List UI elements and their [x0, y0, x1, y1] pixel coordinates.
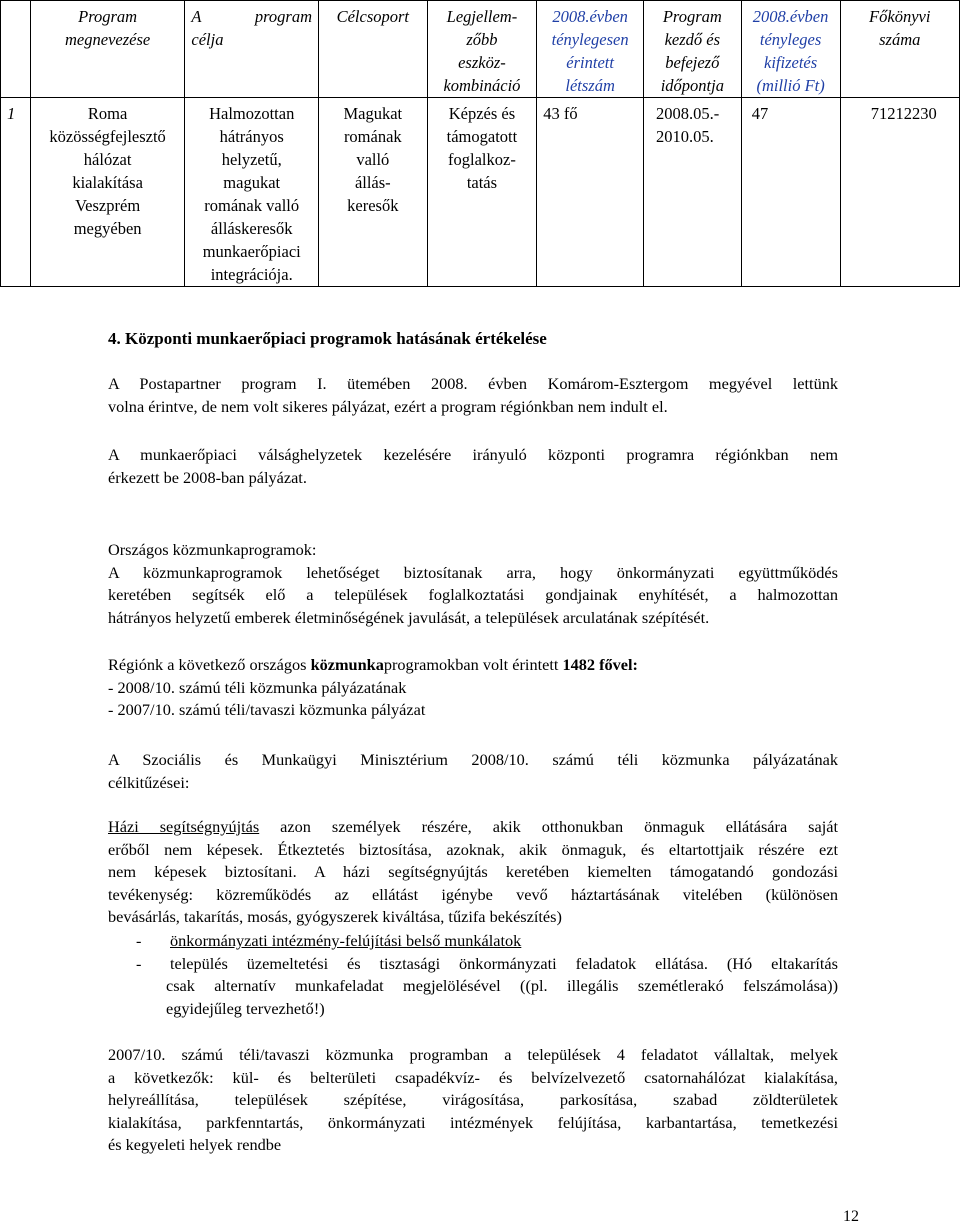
- row-target-group: [319, 98, 428, 287]
- cell-line: romának: [343, 127, 402, 146]
- header-text: időpontja: [660, 76, 724, 95]
- text-line: [108, 654, 838, 677]
- header-target-group: [319, 1, 428, 98]
- row-dates: [643, 98, 741, 287]
- paragraph-postapartner: [108, 373, 838, 418]
- header-text: Program: [78, 7, 138, 26]
- text-line: csak alternatív munkafeladat megjelölésével ((pl. illegális szemétlerakó felszámolása)): [166, 976, 838, 995]
- text-line: a következők: kül- és belterületi csapadékvíz- és belvízelvezető csatornahálózat kialakítása,: [108, 1067, 838, 1087]
- text-line: A Szociális és Munkaügyi Minisztérium 2008/10. számú téli közmunka pályázatának: [108, 750, 838, 769]
- header-ledger: [840, 1, 960, 98]
- text-line: erőből nem képesek. Étkeztetés biztosítása, azoknak, akik önmaguk, és eltartottjaik részére ezt: [108, 839, 838, 859]
- text-line: helyreállítása, települések szépítése, virágosítása, parkosítása, szabad zöldterületek: [108, 1090, 838, 1109]
- header-text: érintett: [566, 53, 614, 72]
- header-program-name: [30, 1, 185, 98]
- header-text: Program: [662, 7, 722, 26]
- text-line: érkezett be 2008-ban pályázat.: [108, 467, 307, 487]
- header-text: (millió Ft): [756, 76, 825, 95]
- header-text: 2008.évben: [552, 7, 628, 26]
- cell-line: Roma: [87, 104, 128, 123]
- header-text: 2008.évben: [752, 7, 829, 26]
- text-line: hátrányos helyzetű emberek életminőségének javulását, a települések arculatának szépítését.: [108, 607, 710, 627]
- text-run: Régiónk a következő országos: [108, 655, 311, 674]
- cell-line: valló: [356, 150, 390, 169]
- header-text: megnevezése: [65, 30, 151, 49]
- cell-line: megyében: [73, 219, 142, 238]
- cell-line: 47: [751, 104, 769, 123]
- cell-line: integrációja.: [210, 265, 293, 284]
- table-row: [1, 98, 960, 287]
- header-program-goal: [185, 1, 319, 98]
- cell-line: tatás: [466, 173, 498, 192]
- text-run: programokban volt érintett: [383, 655, 563, 674]
- cell-line: magukat: [223, 173, 281, 192]
- header-headcount: [537, 1, 644, 98]
- text-line: keretében segítsék elő a települések foglalkoztatási gondjainak enyhítését, a halmozottan: [108, 585, 838, 604]
- cell-line: hálózat: [83, 150, 132, 169]
- text-line: egyidejűleg tervezhető!): [166, 998, 325, 1018]
- paragraph-region: [108, 654, 838, 722]
- cell-line: foglalkoz-: [448, 150, 516, 169]
- header-text: kombináció: [443, 76, 521, 95]
- row-number: [1, 98, 31, 287]
- header-text: kezdő és: [664, 30, 721, 49]
- section-heading: [108, 328, 838, 351]
- text-line: A Postapartner program I. ütemében 2008. évben Komárom-Esztergom megyével lettünk: [108, 374, 838, 393]
- cell-line: 2010.05.: [655, 127, 714, 146]
- table-header-row: [1, 1, 960, 98]
- cell-line: helyzetű,: [221, 150, 282, 169]
- header-number-cell: [1, 1, 31, 98]
- text-line: A munkaerőpiaci válsághelyzetek kezelésére irányuló központi programra régiónkban nem: [108, 445, 838, 464]
- header-text: célja: [191, 30, 224, 49]
- row-program-name: [30, 98, 185, 287]
- header-key-tools: [427, 1, 537, 98]
- cell-line: kialakítása: [72, 173, 143, 192]
- text-line: és kegyeleti helyek rendbe: [108, 1135, 282, 1154]
- cell-line: Képzés és: [448, 104, 516, 123]
- header-text: Főkönyvi: [869, 7, 931, 26]
- row-payment: [741, 98, 840, 287]
- cell-line: Veszprém: [75, 196, 141, 215]
- cell-line: keresők: [347, 196, 399, 215]
- list-item: - 2007/10. számú téli/tavaszi közmunka pályázat: [108, 700, 426, 719]
- cell-line: 2008.05.-: [655, 104, 720, 123]
- cell-line: munkaerőpiaci: [202, 242, 301, 261]
- text-line: nem képesek biztosítani. A házi segítségnyújtás keretében kiemelten támogatandó gondozási: [108, 862, 838, 881]
- text-line: [108, 816, 838, 839]
- text-line: A közmunkaprogramok lehetőséget biztosítanak arra, hogy önkormányzati együttműködés: [108, 562, 838, 582]
- bold-text: 1482 fővel:: [562, 655, 638, 674]
- cell-line: álláskeresők: [210, 219, 293, 238]
- cell-line: 43 fő: [543, 104, 578, 123]
- cell-line: közösségfejlesztő: [49, 127, 166, 146]
- cell-line: romának valló: [204, 196, 300, 215]
- text-line: bevásárlás, takarítás, mosás, gyógyszerek kiváltása, tűzifa bekészítés): [108, 907, 562, 926]
- header-text: létszám: [565, 76, 615, 95]
- header-text: zőbb: [466, 30, 498, 49]
- cell-line: Magukat: [343, 104, 403, 123]
- program-table: [0, 0, 960, 287]
- text-line: tevékenység: közreműködés az ellátást igénybe vevő háztartásának vitelében (különösen: [108, 884, 838, 904]
- bold-text: közmunka: [310, 655, 384, 674]
- paragraph-2007-program: [108, 1044, 838, 1157]
- text-line: volna érintve, de nem volt sikeres pályázat, ezért a program régiónkban nem indult el.: [108, 396, 668, 416]
- text-line: célkitűzései:: [108, 772, 190, 792]
- cell-line: 71212230: [870, 104, 937, 123]
- row-program-goal: [185, 98, 319, 287]
- dash-marker: -: [136, 953, 142, 973]
- header-text: tényleges: [759, 30, 822, 49]
- header-payment: [741, 1, 840, 98]
- page-number: 12: [843, 1208, 859, 1225]
- cell-line: támogatott: [446, 127, 518, 146]
- list-item: - 2008/10. számú téli közmunka pályázatának: [108, 677, 407, 697]
- subheading: Országos közmunkaprogramok:: [108, 540, 317, 559]
- header-text: ténylegesen: [551, 30, 629, 49]
- header-text: Célcsoport: [336, 7, 410, 26]
- row-ledger: [840, 98, 960, 287]
- cell-line: hátrányos: [219, 127, 284, 146]
- header-text: eszköz-: [458, 53, 506, 72]
- underlined-text: Házi segítségnyújtás: [108, 817, 260, 836]
- header-text: Legjellem-: [446, 7, 518, 26]
- row-headcount: [537, 98, 644, 287]
- paragraph-crisis: [108, 444, 838, 489]
- dash-marker: -: [136, 931, 142, 950]
- row-key-tools: [427, 98, 537, 287]
- header-text: száma: [879, 30, 921, 49]
- paragraph-public-works: [108, 539, 838, 629]
- header-text: befejező: [665, 53, 720, 72]
- heading-text: 4. Központi munkaerőpiaci programok hatásának értékelése: [108, 329, 547, 348]
- row-number-text: 1: [7, 104, 16, 123]
- bullet-list: [108, 930, 838, 1020]
- text-run: azon személyek részére, akik otthonukban önmaguk ellátására saját: [259, 817, 838, 836]
- header-text: A program: [191, 7, 313, 26]
- underlined-text: önkormányzati intézmény-felújítási belső munkálatok: [170, 931, 522, 950]
- paragraph-ministry: [108, 749, 838, 794]
- header-dates: [643, 1, 741, 98]
- text-line: 2007/10. számú téli/tavaszi közmunka programban a települések 4 feladatot vállaltak, melyek: [108, 1045, 838, 1064]
- cell-line: állás-: [354, 173, 391, 192]
- header-text: kifizetés: [764, 53, 818, 72]
- text-line: kialakítása, parkfenntartás, önkormányzati intézmények felújítása, karbantartása, temetkezési: [108, 1112, 838, 1132]
- text-run: település üzemeltetési és tisztasági önkormányzati feladatok ellátása. (Hó eltakarítás: [170, 953, 838, 973]
- paragraph-home-care: [108, 816, 838, 929]
- list-item: [108, 930, 838, 953]
- list-item: [108, 953, 838, 976]
- cell-line: Halmozottan: [209, 104, 295, 123]
